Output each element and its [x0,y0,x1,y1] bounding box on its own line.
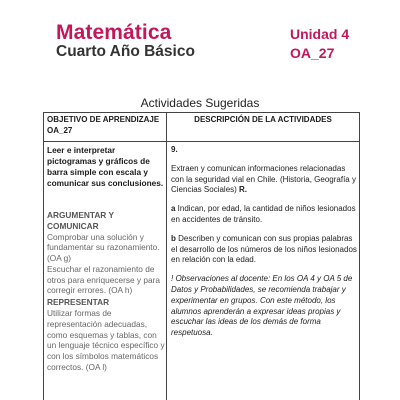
activities-table [43,112,360,400]
objective-column-header: OBJETIVO DE APRENDIZAJE OA_27 [47,115,160,135]
skill-line: Escuchar el razonamiento de otros para enriquecerse y para corregir errores. (OA h) [47,263,160,296]
item-b-text: Describen y comunican con sus propias palabras el desarrollo de los números de los niños lesionados en relación con la edad. [171,233,357,265]
skill-line: Comprobar una solución y fundamentar su razonamiento. (OA g) [47,231,160,264]
skill-line: Utilizar formas de representación adecuadas, como esquemas y tablas, con un lenguaje técnico específico y con los símbolos matemáticos correctos. (OA l) [47,308,165,372]
item-a-text: Indican, por edad, la cantidad de niños lesionados en accidentes de tránsito. [171,204,356,224]
activity-item-a [171,204,357,226]
activity-intro [171,164,357,196]
item-a-letter: a [171,204,176,214]
activity-number: 9. [171,145,178,154]
section-title: Actividades Sugeridas [140,96,260,110]
learning-objective: Leer e interpretar pictogramas y gráficos de barra simple con escala y comunicar sus conclusiones. [47,145,164,188]
activity-intro-bold: R. [239,185,248,195]
activity-item-b [171,234,357,266]
teacher-note-icon: ! [171,274,174,284]
description-column-header: DESCRIPCIÓN DE LA ACTIVIDADES [194,115,332,124]
activity-description [171,145,357,347]
grade-title: Cuarto Año Básico [56,43,195,60]
skill-heading-representar: REPRESENTAR [47,297,110,308]
activity-intro-text: Extraen y comunican informaciones relacionadas con la seguridad vial en Chile. (Historia, Geografía y Ciencias Sociales) [171,163,356,195]
item-b-letter: b [171,233,176,243]
oa-code: OA_27 [290,45,335,61]
column-divider [166,113,167,400]
skills-block [47,210,165,373]
unit-label: Unidad 4 [290,26,350,42]
subject-title: Matemática [56,21,172,44]
teacher-note [171,274,357,339]
skill-heading-argumentar: ARGUMENTAR Y COMUNICAR [47,210,114,231]
teacher-note-text: Observaciones al docente: En los OA 4 y OA 5 de Datos y Probabilidades, se recomienda trabajar y experimentar en grupos. Con este método, los alumnos aprenderán a expresar ideas propias y escuchar las ideas de los demás de forma respetuosa. [171,274,353,338]
